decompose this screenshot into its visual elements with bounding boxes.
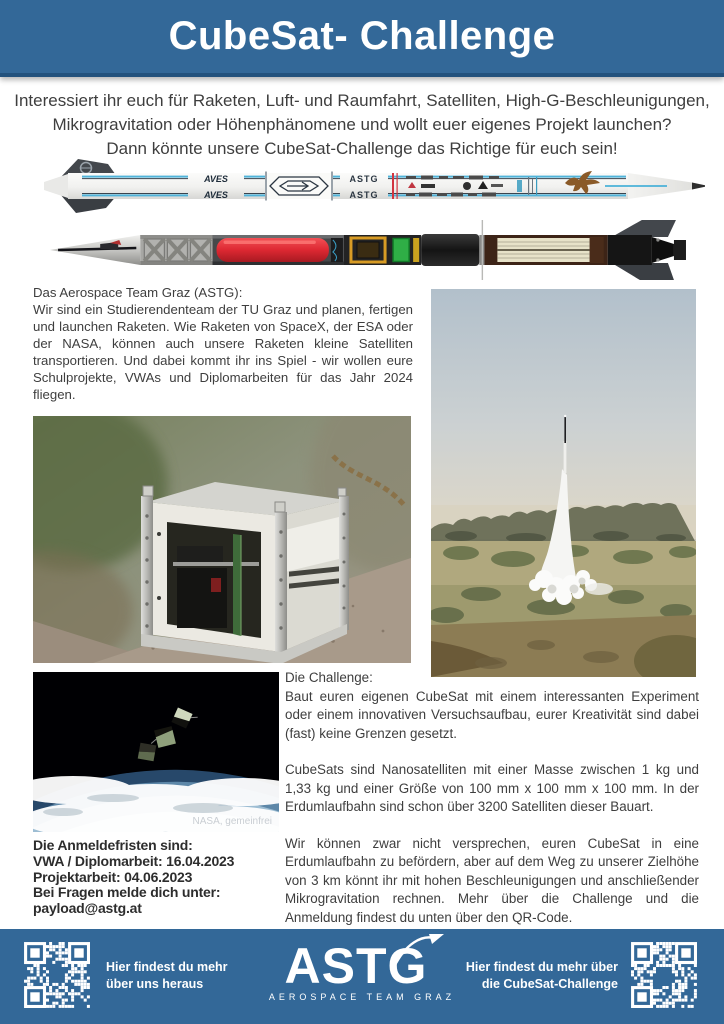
rocket-label-aves: AVES xyxy=(204,174,228,184)
challenge-heading: Die Challenge: xyxy=(285,670,373,685)
astg-logo-text: ASTG xyxy=(284,938,428,991)
footer-left-label: Hier findest du mehr über uns heraus xyxy=(106,960,228,991)
rocket-label-astg: ASTG xyxy=(349,190,379,200)
cutaway-fin-upper xyxy=(612,220,676,237)
intro-line: Mikrogravitation oder Höhenphänomene und wollt euer eigenes Projekt launchen? xyxy=(52,115,672,134)
about-heading: Das Aerospace Team Graz (ASTG): xyxy=(33,285,243,300)
cubesat-illustration xyxy=(141,482,349,663)
challenge-paragraph: CubeSats sind Nanosatelliten mit einer Masse zwischen 1 kg und 1,33 kg und einer Größe von 100 mm x 100 mm x 100 mm. In der Erdumlaufbahn sind schon über 3200 Satelliten dieser Bauart. xyxy=(285,762,699,814)
deadlines-block xyxy=(33,838,293,917)
photo-credit: NASA, gemeinfrei xyxy=(192,816,272,827)
qr-code-challenge xyxy=(631,942,697,1008)
astg-logo-subtext: AEROSPACE TEAM GRAZ xyxy=(268,992,456,1002)
page-title: CubeSat- Challenge xyxy=(168,14,556,58)
contact-email: payload@astg.at xyxy=(33,900,142,917)
intro-line: Dann könnte unsere CubeSat-Challenge das Richtige für euch sein! xyxy=(106,139,618,158)
intro-line: Interessiert ihr euch für Raketen, Luft- und Raumfahrt, Satelliten, High-G-Beschleunigungen, xyxy=(14,91,710,110)
rocket-label-astg: ASTG xyxy=(349,174,379,184)
cubesat-photo xyxy=(33,416,411,663)
deadline-line: Bei Fragen melde dich unter: xyxy=(33,884,221,901)
footer-right-label: Hier findest du mehr über die CubeSat-Challenge xyxy=(465,960,618,991)
cutaway-black-cylinder xyxy=(421,234,479,266)
rocket-label-aves: AVES xyxy=(204,190,228,200)
deadline-line: VWA / Diplomarbeit: 16.04.2023 xyxy=(33,852,235,869)
cutaway-motor-section xyxy=(484,235,607,265)
deadline-line: Die Anmeldefristen sind: xyxy=(33,837,193,853)
cutaway-lattice-section xyxy=(140,235,212,265)
about-section xyxy=(33,284,413,403)
about-body: Wir sind ein Studierendenteam der TU Graz und planen, fertigen und launchen Raketen. Wie Raketen von SpaceX, der ESA oder der NASA, können auch unsere Raketen kleine Satelliten transportieren. Und dabei kommt ihr ins Spiel - wir wollen eure Schulprojekte, VWAs und Diplomarbeiten für das Jahr 2024 fliegen. xyxy=(33,302,413,402)
header-bar xyxy=(0,0,724,77)
challenge-paragraph: Baut euren eigenen CubeSat mit einem interessanten Experiment oder einem innovativen Versuchsaufbau, eurer Kreativität sind dabei (fast) keine Grenzen gesetzt. xyxy=(285,688,699,741)
cutaway-avionics-section xyxy=(344,235,421,265)
intro-text xyxy=(0,89,724,161)
rocket-exterior-image xyxy=(20,155,706,217)
cutaway-fin-lower xyxy=(612,263,674,280)
cubesats-in-space-photo xyxy=(33,672,279,832)
cutaway-tank-section xyxy=(213,235,344,265)
footer-bar xyxy=(0,929,724,1024)
deadline-line: Projektarbeit: 04.06.2023 xyxy=(33,868,193,885)
rocket-cutaway-image xyxy=(40,218,692,282)
rocket-launch-photo xyxy=(431,289,696,677)
challenge-paragraph: Wir können zwar nicht versprechen, euren CubeSat in eine Erdumlaufbahn zu befördern, aber auf dem Weg zu unserer Zielhöhe von 3 km könnt ihr mit hohen Beschleunigungen und anschließender Mikrogravitation rechnen. Mehr über die Challenge und die Anmeldung findest du unten über den QR-Code. xyxy=(285,835,699,925)
challenge-section xyxy=(285,669,699,945)
logo-rocket-icon xyxy=(429,934,444,944)
